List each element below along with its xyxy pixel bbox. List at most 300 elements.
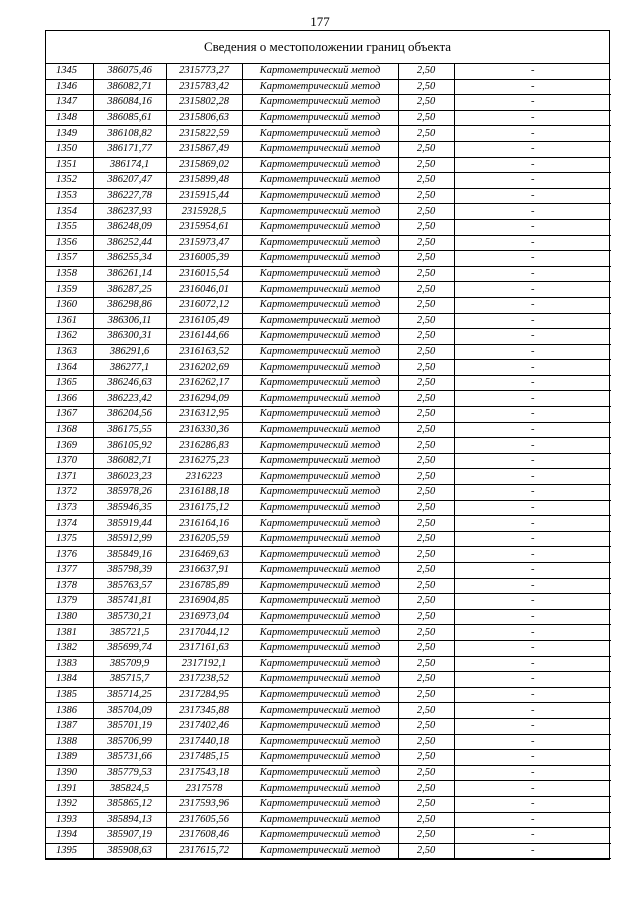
- x-coordinate-cell: 385706,99: [93, 734, 166, 750]
- x-coordinate-cell: 385779,53: [93, 765, 166, 781]
- table-row: [46, 79, 611, 95]
- y-coordinate-cell: 2315973,47: [166, 235, 242, 251]
- method-cell: Картометрический метод: [242, 407, 398, 423]
- x-coordinate-cell: 386306,11: [93, 313, 166, 329]
- y-coordinate-cell: 2316202,69: [166, 360, 242, 376]
- y-coordinate-cell: 2316312,95: [166, 407, 242, 423]
- table-row: [46, 734, 611, 750]
- note-cell: -: [454, 750, 611, 766]
- table-row: [46, 110, 611, 126]
- table-row: [46, 828, 611, 844]
- y-coordinate-cell: 2316469,63: [166, 547, 242, 563]
- x-coordinate-cell: 386084,16: [93, 95, 166, 111]
- accuracy-cell: 2,50: [398, 95, 454, 111]
- point-number-cell: 1377: [46, 563, 93, 579]
- method-cell: Картометрический метод: [242, 375, 398, 391]
- note-cell: -: [454, 344, 611, 360]
- accuracy-cell: 2,50: [398, 703, 454, 719]
- accuracy-cell: 2,50: [398, 625, 454, 641]
- table-row: [46, 500, 611, 516]
- y-coordinate-cell: 2316904,85: [166, 594, 242, 610]
- y-coordinate-cell: 2315806,63: [166, 110, 242, 126]
- x-coordinate-cell: 386023,23: [93, 469, 166, 485]
- y-coordinate-cell: 2317615,72: [166, 843, 242, 859]
- point-number-cell: 1378: [46, 578, 93, 594]
- point-number-cell: 1374: [46, 516, 93, 532]
- accuracy-cell: 2,50: [398, 282, 454, 298]
- x-coordinate-cell: 385865,12: [93, 796, 166, 812]
- method-cell: Картометрический метод: [242, 157, 398, 173]
- y-coordinate-cell: 2316144,66: [166, 329, 242, 345]
- y-coordinate-cell: 2315802,28: [166, 95, 242, 111]
- x-coordinate-cell: 386261,14: [93, 266, 166, 282]
- table-row: [46, 687, 611, 703]
- point-number-cell: 1367: [46, 407, 93, 423]
- y-coordinate-cell: 2317044,12: [166, 625, 242, 641]
- method-cell: Картометрический метод: [242, 469, 398, 485]
- note-cell: -: [454, 578, 611, 594]
- y-coordinate-cell: 2315867,49: [166, 141, 242, 157]
- table-row: [46, 672, 611, 688]
- y-coordinate-cell: 2317485,15: [166, 750, 242, 766]
- table-row: [46, 796, 611, 812]
- accuracy-cell: 2,50: [398, 500, 454, 516]
- method-cell: Картометрический метод: [242, 765, 398, 781]
- accuracy-cell: 2,50: [398, 391, 454, 407]
- x-coordinate-cell: 385907,19: [93, 828, 166, 844]
- accuracy-cell: 2,50: [398, 750, 454, 766]
- y-coordinate-cell: 2316163,52: [166, 344, 242, 360]
- x-coordinate-cell: 385912,99: [93, 531, 166, 547]
- point-number-cell: 1388: [46, 734, 93, 750]
- x-coordinate-cell: 385741,81: [93, 594, 166, 610]
- accuracy-cell: 2,50: [398, 734, 454, 750]
- accuracy-cell: 2,50: [398, 796, 454, 812]
- point-number-cell: 1359: [46, 282, 93, 298]
- note-cell: -: [454, 734, 611, 750]
- y-coordinate-cell: 2315954,61: [166, 219, 242, 235]
- accuracy-cell: 2,50: [398, 485, 454, 501]
- note-cell: -: [454, 453, 611, 469]
- accuracy-cell: 2,50: [398, 64, 454, 79]
- accuracy-cell: 2,50: [398, 344, 454, 360]
- point-number-cell: 1383: [46, 656, 93, 672]
- accuracy-cell: 2,50: [398, 469, 454, 485]
- x-coordinate-cell: 386255,34: [93, 251, 166, 267]
- point-number-cell: 1366: [46, 391, 93, 407]
- point-number-cell: 1384: [46, 672, 93, 688]
- table-row: [46, 157, 611, 173]
- point-number-cell: 1345: [46, 64, 93, 79]
- note-cell: -: [454, 843, 611, 859]
- y-coordinate-cell: 2316275,23: [166, 453, 242, 469]
- table-row: [46, 407, 611, 423]
- method-cell: Картометрический метод: [242, 547, 398, 563]
- point-number-cell: 1362: [46, 329, 93, 345]
- method-cell: Картометрический метод: [242, 578, 398, 594]
- table-row: [46, 141, 611, 157]
- x-coordinate-cell: 386248,09: [93, 219, 166, 235]
- x-coordinate-cell: 385849,16: [93, 547, 166, 563]
- x-coordinate-cell: 386223,42: [93, 391, 166, 407]
- y-coordinate-cell: 2316294,09: [166, 391, 242, 407]
- method-cell: Картометрический метод: [242, 703, 398, 719]
- table-row: [46, 750, 611, 766]
- accuracy-cell: 2,50: [398, 79, 454, 95]
- accuracy-cell: 2,50: [398, 360, 454, 376]
- method-cell: Картометрический метод: [242, 422, 398, 438]
- x-coordinate-cell: 385709,9: [93, 656, 166, 672]
- point-number-cell: 1382: [46, 640, 93, 656]
- accuracy-cell: 2,50: [398, 375, 454, 391]
- table-row: [46, 469, 611, 485]
- y-coordinate-cell: 2315869,02: [166, 157, 242, 173]
- x-coordinate-cell: 385715,7: [93, 672, 166, 688]
- accuracy-cell: 2,50: [398, 781, 454, 797]
- x-coordinate-cell: 385704,09: [93, 703, 166, 719]
- note-cell: -: [454, 594, 611, 610]
- point-number-cell: 1365: [46, 375, 93, 391]
- method-cell: Картометрический метод: [242, 391, 398, 407]
- point-number-cell: 1375: [46, 531, 93, 547]
- accuracy-cell: 2,50: [398, 563, 454, 579]
- method-cell: Картометрический метод: [242, 625, 398, 641]
- accuracy-cell: 2,50: [398, 765, 454, 781]
- note-cell: -: [454, 812, 611, 828]
- note-cell: -: [454, 547, 611, 563]
- x-coordinate-cell: 386108,82: [93, 126, 166, 142]
- y-coordinate-cell: 2316105,49: [166, 313, 242, 329]
- note-cell: -: [454, 438, 611, 454]
- note-cell: -: [454, 204, 611, 220]
- point-number-cell: 1356: [46, 235, 93, 251]
- table-title: Сведения о местоположении границ объекта: [46, 31, 609, 64]
- table-row: [46, 563, 611, 579]
- y-coordinate-cell: 2316005,39: [166, 251, 242, 267]
- accuracy-cell: 2,50: [398, 594, 454, 610]
- point-number-cell: 1381: [46, 625, 93, 641]
- method-cell: Картометрический метод: [242, 141, 398, 157]
- accuracy-cell: 2,50: [398, 453, 454, 469]
- point-number-cell: 1387: [46, 718, 93, 734]
- point-number-cell: 1363: [46, 344, 93, 360]
- accuracy-cell: 2,50: [398, 640, 454, 656]
- point-number-cell: 1393: [46, 812, 93, 828]
- point-number-cell: 1386: [46, 703, 93, 719]
- x-coordinate-cell: 385919,44: [93, 516, 166, 532]
- y-coordinate-cell: 2317605,56: [166, 812, 242, 828]
- accuracy-cell: 2,50: [398, 266, 454, 282]
- table-row: [46, 843, 611, 859]
- note-cell: -: [454, 266, 611, 282]
- y-coordinate-cell: 2315822,59: [166, 126, 242, 142]
- method-cell: Картометрический метод: [242, 687, 398, 703]
- note-cell: -: [454, 516, 611, 532]
- note-cell: -: [454, 796, 611, 812]
- table-row: [46, 266, 611, 282]
- table-row: [46, 422, 611, 438]
- method-cell: Картометрический метод: [242, 718, 398, 734]
- method-cell: Картометрический метод: [242, 781, 398, 797]
- table-row: [46, 718, 611, 734]
- note-cell: -: [454, 531, 611, 547]
- note-cell: -: [454, 469, 611, 485]
- point-number-cell: 1361: [46, 313, 93, 329]
- accuracy-cell: 2,50: [398, 609, 454, 625]
- x-coordinate-cell: 386298,86: [93, 297, 166, 313]
- method-cell: Картометрический метод: [242, 500, 398, 516]
- method-cell: Картометрический метод: [242, 531, 398, 547]
- note-cell: -: [454, 703, 611, 719]
- x-coordinate-cell: 385730,21: [93, 609, 166, 625]
- accuracy-cell: 2,50: [398, 843, 454, 859]
- note-cell: -: [454, 110, 611, 126]
- note-cell: -: [454, 219, 611, 235]
- method-cell: Картометрический метод: [242, 329, 398, 345]
- point-number-cell: 1372: [46, 485, 93, 501]
- y-coordinate-cell: 2317440,18: [166, 734, 242, 750]
- y-coordinate-cell: 2317192,1: [166, 656, 242, 672]
- table-row: [46, 235, 611, 251]
- method-cell: Картометрический метод: [242, 297, 398, 313]
- point-number-cell: 1360: [46, 297, 93, 313]
- note-cell: -: [454, 609, 611, 625]
- accuracy-cell: 2,50: [398, 188, 454, 204]
- point-number-cell: 1385: [46, 687, 93, 703]
- x-coordinate-cell: 385714,25: [93, 687, 166, 703]
- y-coordinate-cell: 2317578: [166, 781, 242, 797]
- point-number-cell: 1380: [46, 609, 93, 625]
- point-number-cell: 1357: [46, 251, 93, 267]
- table-row: [46, 516, 611, 532]
- y-coordinate-cell: 2315928,5: [166, 204, 242, 220]
- accuracy-cell: 2,50: [398, 329, 454, 345]
- method-cell: Картометрический метод: [242, 235, 398, 251]
- point-number-cell: 1351: [46, 157, 93, 173]
- x-coordinate-cell: 385824,5: [93, 781, 166, 797]
- accuracy-cell: 2,50: [398, 407, 454, 423]
- method-cell: Картометрический метод: [242, 609, 398, 625]
- table-row: [46, 531, 611, 547]
- point-number-cell: 1368: [46, 422, 93, 438]
- table-row: [46, 453, 611, 469]
- y-coordinate-cell: 2315899,48: [166, 173, 242, 189]
- method-cell: Картометрический метод: [242, 344, 398, 360]
- table-row: [46, 547, 611, 563]
- note-cell: -: [454, 79, 611, 95]
- y-coordinate-cell: 2316072,12: [166, 297, 242, 313]
- accuracy-cell: 2,50: [398, 157, 454, 173]
- note-cell: -: [454, 251, 611, 267]
- method-cell: Картометрический метод: [242, 640, 398, 656]
- point-number-cell: 1354: [46, 204, 93, 220]
- note-cell: -: [454, 95, 611, 111]
- table-row: [46, 485, 611, 501]
- accuracy-cell: 2,50: [398, 251, 454, 267]
- point-number-cell: 1370: [46, 453, 93, 469]
- accuracy-cell: 2,50: [398, 422, 454, 438]
- y-coordinate-cell: 2316223: [166, 469, 242, 485]
- table-row: [46, 313, 611, 329]
- accuracy-cell: 2,50: [398, 219, 454, 235]
- x-coordinate-cell: 385763,57: [93, 578, 166, 594]
- y-coordinate-cell: 2316188,18: [166, 485, 242, 501]
- point-number-cell: 1373: [46, 500, 93, 516]
- y-coordinate-cell: 2316046,01: [166, 282, 242, 298]
- note-cell: -: [454, 500, 611, 516]
- x-coordinate-cell: 385894,13: [93, 812, 166, 828]
- table-row: [46, 360, 611, 376]
- point-number-cell: 1347: [46, 95, 93, 111]
- x-coordinate-cell: 386277,1: [93, 360, 166, 376]
- table-row: [46, 812, 611, 828]
- boundary-table: [45, 30, 610, 860]
- y-coordinate-cell: 2317593,96: [166, 796, 242, 812]
- x-coordinate-cell: 386237,93: [93, 204, 166, 220]
- y-coordinate-cell: 2317543,18: [166, 765, 242, 781]
- y-coordinate-cell: 2316015,54: [166, 266, 242, 282]
- x-coordinate-cell: 386082,71: [93, 453, 166, 469]
- note-cell: -: [454, 407, 611, 423]
- point-number-cell: 1395: [46, 843, 93, 859]
- table-row: [46, 625, 611, 641]
- note-cell: -: [454, 718, 611, 734]
- point-number-cell: 1355: [46, 219, 93, 235]
- point-number-cell: 1353: [46, 188, 93, 204]
- table-row: [46, 297, 611, 313]
- note-cell: -: [454, 625, 611, 641]
- method-cell: Картометрический метод: [242, 656, 398, 672]
- x-coordinate-cell: 386175,55: [93, 422, 166, 438]
- method-cell: Картометрический метод: [242, 251, 398, 267]
- method-cell: Картометрический метод: [242, 313, 398, 329]
- method-cell: Картометрический метод: [242, 438, 398, 454]
- table-row: [46, 438, 611, 454]
- note-cell: -: [454, 297, 611, 313]
- note-cell: -: [454, 687, 611, 703]
- x-coordinate-cell: 386075,46: [93, 64, 166, 79]
- note-cell: -: [454, 64, 611, 79]
- method-cell: Картометрический метод: [242, 282, 398, 298]
- table-row: [46, 188, 611, 204]
- table-row: [46, 765, 611, 781]
- x-coordinate-cell: 385701,19: [93, 718, 166, 734]
- accuracy-cell: 2,50: [398, 110, 454, 126]
- table-row: [46, 640, 611, 656]
- y-coordinate-cell: 2316637,91: [166, 563, 242, 579]
- accuracy-cell: 2,50: [398, 687, 454, 703]
- note-cell: -: [454, 157, 611, 173]
- point-number-cell: 1352: [46, 173, 93, 189]
- note-cell: -: [454, 282, 611, 298]
- y-coordinate-cell: 2316262,17: [166, 375, 242, 391]
- method-cell: Картометрический метод: [242, 188, 398, 204]
- x-coordinate-cell: 386105,92: [93, 438, 166, 454]
- method-cell: Картометрический метод: [242, 173, 398, 189]
- x-coordinate-cell: 386227,78: [93, 188, 166, 204]
- method-cell: Картометрический метод: [242, 734, 398, 750]
- table-row: [46, 609, 611, 625]
- point-number-cell: 1391: [46, 781, 93, 797]
- point-number-cell: 1358: [46, 266, 93, 282]
- y-coordinate-cell: 2317238,52: [166, 672, 242, 688]
- accuracy-cell: 2,50: [398, 173, 454, 189]
- note-cell: -: [454, 765, 611, 781]
- method-cell: Картометрический метод: [242, 516, 398, 532]
- table-row: [46, 95, 611, 111]
- method-cell: Картометрический метод: [242, 828, 398, 844]
- table-row: [46, 64, 611, 79]
- accuracy-cell: 2,50: [398, 313, 454, 329]
- table-row: [46, 282, 611, 298]
- table-row: [46, 126, 611, 142]
- accuracy-cell: 2,50: [398, 672, 454, 688]
- accuracy-cell: 2,50: [398, 531, 454, 547]
- note-cell: -: [454, 235, 611, 251]
- point-number-cell: 1369: [46, 438, 93, 454]
- point-number-cell: 1390: [46, 765, 93, 781]
- note-cell: -: [454, 828, 611, 844]
- method-cell: Картометрический метод: [242, 204, 398, 220]
- y-coordinate-cell: 2317284,95: [166, 687, 242, 703]
- table-row: [46, 391, 611, 407]
- x-coordinate-cell: 386246,63: [93, 375, 166, 391]
- x-coordinate-cell: 386204,56: [93, 407, 166, 423]
- note-cell: -: [454, 360, 611, 376]
- table-row: [46, 594, 611, 610]
- accuracy-cell: 2,50: [398, 297, 454, 313]
- accuracy-cell: 2,50: [398, 126, 454, 142]
- table-row: [46, 375, 611, 391]
- accuracy-cell: 2,50: [398, 516, 454, 532]
- note-cell: -: [454, 313, 611, 329]
- accuracy-cell: 2,50: [398, 578, 454, 594]
- note-cell: -: [454, 422, 611, 438]
- method-cell: Картометрический метод: [242, 750, 398, 766]
- y-coordinate-cell: 2316973,04: [166, 609, 242, 625]
- point-number-cell: 1371: [46, 469, 93, 485]
- accuracy-cell: 2,50: [398, 547, 454, 563]
- method-cell: Картометрический метод: [242, 672, 398, 688]
- y-coordinate-cell: 2316330,36: [166, 422, 242, 438]
- accuracy-cell: 2,50: [398, 828, 454, 844]
- method-cell: Картометрический метод: [242, 563, 398, 579]
- x-coordinate-cell: 386082,71: [93, 79, 166, 95]
- x-coordinate-cell: 386291,6: [93, 344, 166, 360]
- point-number-cell: 1350: [46, 141, 93, 157]
- accuracy-cell: 2,50: [398, 141, 454, 157]
- x-coordinate-cell: 386287,25: [93, 282, 166, 298]
- y-coordinate-cell: 2315783,42: [166, 79, 242, 95]
- table-row: [46, 173, 611, 189]
- x-coordinate-cell: 385978,26: [93, 485, 166, 501]
- x-coordinate-cell: 385908,63: [93, 843, 166, 859]
- method-cell: Картометрический метод: [242, 64, 398, 79]
- note-cell: -: [454, 672, 611, 688]
- note-cell: -: [454, 563, 611, 579]
- x-coordinate-cell: 386171,77: [93, 141, 166, 157]
- page-number: 177: [310, 14, 330, 29]
- method-cell: Картометрический метод: [242, 95, 398, 111]
- point-number-cell: 1394: [46, 828, 93, 844]
- y-coordinate-cell: 2317161,63: [166, 640, 242, 656]
- table-row: [46, 329, 611, 345]
- point-number-cell: 1379: [46, 594, 93, 610]
- x-coordinate-cell: 386252,44: [93, 235, 166, 251]
- table-row: [46, 219, 611, 235]
- note-cell: -: [454, 391, 611, 407]
- table-body: [46, 64, 611, 859]
